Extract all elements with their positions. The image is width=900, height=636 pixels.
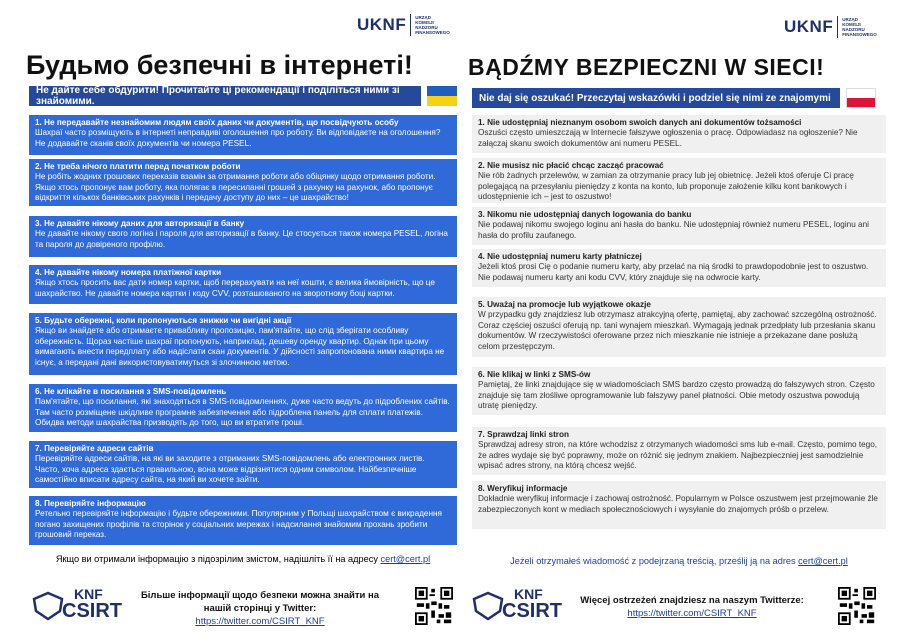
tip-card: 3. Не давайте нікому даних для авторизації в банку Не давайте нікому свого логіна і пароля для авторизації в банку. Це стосується також номера PESEL, логіна та пароля до довіреного профілю. <box>29 216 457 257</box>
knf-csirt-logo: KNF CSIRT <box>472 587 562 621</box>
intro-banner: Nie daj się oszukać! Przeczytaj wskazówki i podziel się nimi ze znajomymi <box>472 88 840 108</box>
tip-card: 4. Не давайте нікому номера платіжної картки Якщо хтось просить вас дати номер картки, щоб перерахувати на неї кошти, є велика ймовірність, що це шахрайство. Не давайте номера картки і коду CVV, розташованого на зворотному боці картки. <box>29 265 457 304</box>
poland-flag-icon <box>846 88 876 108</box>
page-title: Будьмо безпечні в інтернеті! <box>26 50 413 80</box>
ukraine-flag-icon <box>427 86 457 106</box>
uknf-logo-subtext: URZĄD KOMISJI NADZORU FINANSOWEGO <box>842 17 877 37</box>
tip-card: 6. Не клікайте в посилання з SMS-повідомлень Пам'ятайте, що посилання, які знаходяться в SMS-повідомленнях, дуже часто ведуть до підроблених сайтів. Там часто розміщене шкідливе програмне забезпечення або підроблена панель для сплати платежів. Обидва методи шахрайства призводять до того, що ви втратите гроші. <box>29 384 457 432</box>
tip-card: 1. Nie udostępniaj nieznanym osobom swoich danych ani dokumentów tożsamości Oszuści często umieszczają w Internecie fałszywe ogłoszenia o pracę. Odpowiadasz na ogłoszenie? Nie załączaj skanu swoich dokumentów ani numeru PESEL. <box>472 115 886 153</box>
twitter-footer: Більше інформації щодо безпеки можна знайти на нашій сторінці у Twitter: https://twitter.com/CSIRT_KNF <box>140 590 380 627</box>
cert-email-link[interactable]: cert@cert.pl <box>380 554 431 564</box>
tip-card: 8. Перевіряйте інформацію Ретельно перевіряйте інформацію і будьте обережними. Популярним у Польщі шахрайством є викрадення погано захищених профілів та сторінок у соціальних мережах і надсилання знайомим прохань зробити грошовий переказ. <box>29 496 457 545</box>
knf-csirt-logo: KNF CSIRT <box>32 587 122 621</box>
qr-code-icon <box>838 587 876 625</box>
tip-card: 7. Перевіряйте адреси сайтів Перевіряйте адреси сайтів, на які ви заходите з отриманих SMS-повідомлень або електронних листів. Часто, хоча адреса здається правильною, вона може відрізнятися одним символом. Найбезпечніше самостійно вписати адресу сайта, на який ви хочете зайти. <box>29 441 457 488</box>
shield-icon <box>32 591 64 621</box>
uknf-logo-subtext: URZĄD KOMISJI NADZORU FINANSOWEGO <box>415 15 450 35</box>
tip-card: 4. Nie udostępniaj numeru karty płatniczej Jeżeli ktoś prosi Cię o podanie numeru karty, aby przelać na nią środki to prawdopodobnie jest to oszustwo. Nie podawaj numeru karty ani kodu CVV, który znajduje się na odwrocie karty. <box>472 249 886 287</box>
uknf-logo: UKNF URZĄD KOMISJI NADZORU FINANSOWEGO <box>357 15 450 35</box>
cert-email-link[interactable]: cert@cert.pl <box>798 556 848 566</box>
tip-card: 2. Не треба нічого платити перед початком роботи Не робіть жодних грошових переказів взамін за отримання роботи або обіцянку щодо отримання роботи. Якщо хтось пропонує вам роботу, яка полягає в пересиланні грошей з рахунку на рахунок, або пропонує відкриття кількох банківських рахунків і передачу доступу до них – це шахрайство! <box>29 159 457 206</box>
qr-code-icon <box>415 587 453 625</box>
polish-poster <box>462 0 900 636</box>
tip-card: 2. Nie musisz nic płacić chcąc zacząć pracować Nie rób żadnych przelewów, w zamian za otrzymanie pracy lub jej obietnicę. Jeżeli ktoś oferuje Ci pracę polegającą na przesyłaniu pieniędzy z konta na konto, lub proponuje założenie kilku kont bankowych i udostępnienie ich – jest to oszustwo! <box>472 158 886 203</box>
twitter-link[interactable]: https://twitter.com/CSIRT_KNF <box>627 608 757 619</box>
report-note: Якщо ви отримали інформацію з підозрілим змістом, надішліть її на адресу cert@cert.pl <box>55 554 431 564</box>
shield-icon <box>472 591 504 621</box>
page-title: BĄDŹMY BEZPIECZNI W SIECI! <box>468 54 825 80</box>
uknf-logo: UKNF URZĄD KOMISJI NADZORU FINANSOWEGO <box>784 17 877 37</box>
twitter-footer: Więcej ostrzeżeń znajdziesz na naszym Twitterze: https://twitter.com/CSIRT_KNF <box>580 595 804 619</box>
tip-card: 5. Будьте обережні, коли пропонуються знижки чи вигідні акції Якщо ви знайдете або отримаєте привабливу пропозицію, пам'ятайте, що слід зберігати особливу обережність. Щораз частіше шахраї пропонують, наприклад, дешеву оренду квартир. Однак при цьому вимагають внести передплату або надіслати скан документів. У дійсності запропонована ними квартира не існує, а передані дані використовуватимуться зі злочинною метою. <box>29 313 457 375</box>
tip-card: 5. Uważaj na promocje lub wyjątkowe okazje W przypadku gdy znajdziesz lub otrzymasz atrakcyjną ofertę, pamiętaj, aby zachować szczególną ostrożność. Coraz częściej oszuści oferują np. tani wynajem mieszkań. Wymagają jednak przedpłaty lub przesłania skanu dokumentów. W rzeczywistości oferowane przez nich mieszkanie nie istnieje a przekazane dane posłużą celom przestępczym. <box>472 297 886 357</box>
intro-banner: Не дайте себе обдурити! Прочитайте ці рекомендації і поділіться ними зі знайомими. <box>29 86 421 106</box>
tip-card: 3. Nikomu nie udostępniaj danych logowania do banku Nie podawaj nikomu swojego loginu ani hasła do banku. Nie udostępniaj również numeru PESEL, loginu ani hasła do profilu zaufanego. <box>472 207 886 245</box>
tip-card: 6. Nie klikaj w linki z SMS-ów Pamiętaj, że linki znajdujące się w wiadomościach SMS bardzo często prowadzą do fałszywych stron. Często znajduje się tam złośliwe oprogramowanie lub fałszywy panel płatności. Obie metody oszustwa powodują utratę pieniędzy. <box>472 367 886 415</box>
tip-card: 1. Не передавайте незнайомим людям своїх даних чи документів, що посвідчують особу Шахраї часто розміщують в інтернеті неправдиві оголошення про роботу. Ви відповідаєте на оголошення? Не додавайте сканів своїх документів чи номера PESEL. <box>29 115 457 155</box>
tip-card: 7. Sprawdzaj linki stron Sprawdzaj adresy stron, na które wchodzisz z otrzymanych wiadomości sms lub e-mail. Często, pomimo tego, że adres wydaje się być poprawny, może on różnić się jednym znakiem. Najbezpieczniej jest samodzielnie wpisać adres strony, na którą chcesz wejść. <box>472 427 886 475</box>
report-note: Jeżeli otrzymałeś wiadomość z podejrzaną treścią, prześlij ją na adres cert@cert.pl <box>510 556 848 566</box>
tip-card: 8. Weryfikuj informacje Dokładnie weryfikuj informacje i zachowaj ostrożność. Popularnym w Polsce oszustwem jest przejmowanie źle zabezpieczonych kont w mediach społecznościowych i wysyłanie do znajomych próśb o przelew. <box>472 481 886 529</box>
twitter-link[interactable]: https://twitter.com/CSIRT_KNF <box>195 616 325 627</box>
